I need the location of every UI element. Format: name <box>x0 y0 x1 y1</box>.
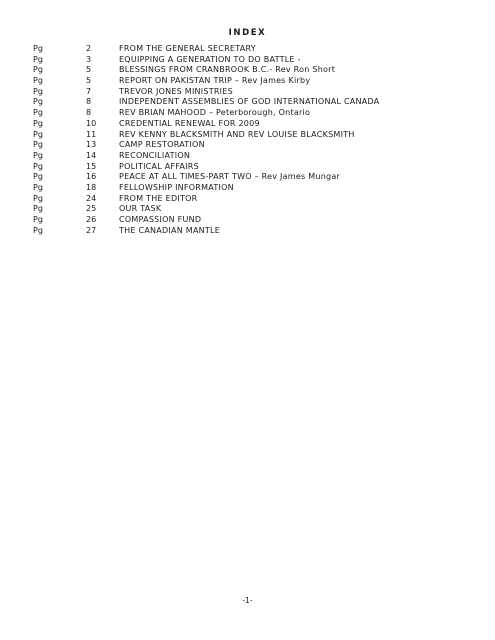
pg-prefix: Pg <box>33 182 43 192</box>
pg-prefix: Pg <box>33 108 43 118</box>
page-number: 27 <box>86 225 97 235</box>
toc-entry <box>33 97 473 108</box>
pg-prefix: Pg <box>33 172 43 182</box>
entry-title: TREVOR JONES MINISTRIES <box>119 86 233 96</box>
toc-entry <box>33 215 473 226</box>
pg-prefix: Pg <box>33 65 43 75</box>
toc-entry <box>33 55 473 66</box>
toc-entry <box>33 87 473 98</box>
entry-title: CAMP RESTORATION <box>119 140 205 150</box>
pg-prefix: Pg <box>33 129 43 139</box>
entry-title: REV KENNY BLACKSMITH AND REV LOUISE BLACKSMITH <box>119 129 355 139</box>
entry-title: OUR TASK <box>119 204 162 214</box>
page-number: 2 <box>86 44 92 53</box>
toc-entry <box>33 140 473 151</box>
entry-title: BLESSINGS FROM CRANBROOK B.C.- Rev Ron Short <box>119 65 336 75</box>
entry-title: EQUIPPING A GENERATION TO DO BATTLE - <box>119 54 301 64</box>
page-number: 15 <box>86 161 97 171</box>
pg-prefix: Pg <box>33 118 43 128</box>
toc-entry <box>33 204 473 215</box>
toc-entry <box>33 76 473 87</box>
page-number: 24 <box>86 193 97 203</box>
entry-title: FROM THE EDITOR <box>119 193 198 203</box>
page-number: 5 <box>86 65 92 75</box>
entry-title: THE CANADIAN MANTLE <box>119 225 221 235</box>
pg-prefix: Pg <box>33 54 43 64</box>
pg-prefix: Pg <box>33 225 43 235</box>
entry-title: FELLOWSHIP INFORMATION <box>119 182 234 192</box>
pg-prefix: Pg <box>33 161 43 171</box>
pg-prefix: Pg <box>33 150 43 160</box>
page-number: 7 <box>86 86 92 96</box>
toc-entry <box>33 172 473 183</box>
pg-prefix: Pg <box>33 215 43 224</box>
entry-title: PEACE AT ALL TIMES-PART TWO – Rev James Mungar <box>119 172 341 182</box>
page-number: 5 <box>86 76 92 86</box>
entry-title: RECONCILIATION <box>119 150 191 160</box>
toc-entry <box>33 130 473 141</box>
page-number: 8 <box>86 108 92 118</box>
page-number: 25 <box>86 204 97 214</box>
toc-entry <box>33 194 473 205</box>
page-number: 3 <box>86 54 92 64</box>
page-number: 14 <box>86 150 97 160</box>
page-number: 13 <box>86 140 97 150</box>
toc-entry <box>33 183 473 194</box>
page-number: 18 <box>86 182 97 192</box>
pg-prefix: Pg <box>33 97 43 107</box>
page-number: 10 <box>86 118 97 128</box>
toc-entry <box>33 226 473 237</box>
toc-entry <box>33 108 473 119</box>
entry-title: POLITICAL AFFAIRS <box>119 161 199 171</box>
page-number: 8 <box>86 97 92 107</box>
toc-entry <box>33 119 473 130</box>
entry-title: INDEPENDENT ASSEMBLIES OF GOD INTERNATIONAL CANADA <box>119 97 380 107</box>
entry-title: REPORT ON PAKISTAN TRIP – Rev James Kirby <box>119 76 311 86</box>
pg-prefix: Pg <box>33 204 43 214</box>
toc-entry <box>33 65 473 76</box>
table-of-contents <box>33 44 473 236</box>
toc-entry <box>33 162 473 173</box>
page-footer-number: -1- <box>242 596 253 605</box>
pg-prefix: Pg <box>33 44 43 53</box>
pg-prefix: Pg <box>33 76 43 86</box>
pg-prefix: Pg <box>33 140 43 150</box>
page-number: 16 <box>86 172 97 182</box>
entry-title: CREDENTIAL RENEWAL FOR 2009 <box>119 118 260 128</box>
toc-entry <box>33 151 473 162</box>
entry-title: FROM THE GENERAL SECRETARY <box>119 44 256 53</box>
page-number: 26 <box>86 215 97 224</box>
entry-title: COMPASSION FUND <box>119 215 202 224</box>
toc-entry <box>33 44 473 55</box>
page-title: INDEX <box>228 28 267 38</box>
entry-title: REV BRIAN MAHOOD – Peterborough, Ontario <box>119 108 311 118</box>
pg-prefix: Pg <box>33 193 43 203</box>
page-number: 11 <box>86 129 97 139</box>
pg-prefix: Pg <box>33 86 43 96</box>
